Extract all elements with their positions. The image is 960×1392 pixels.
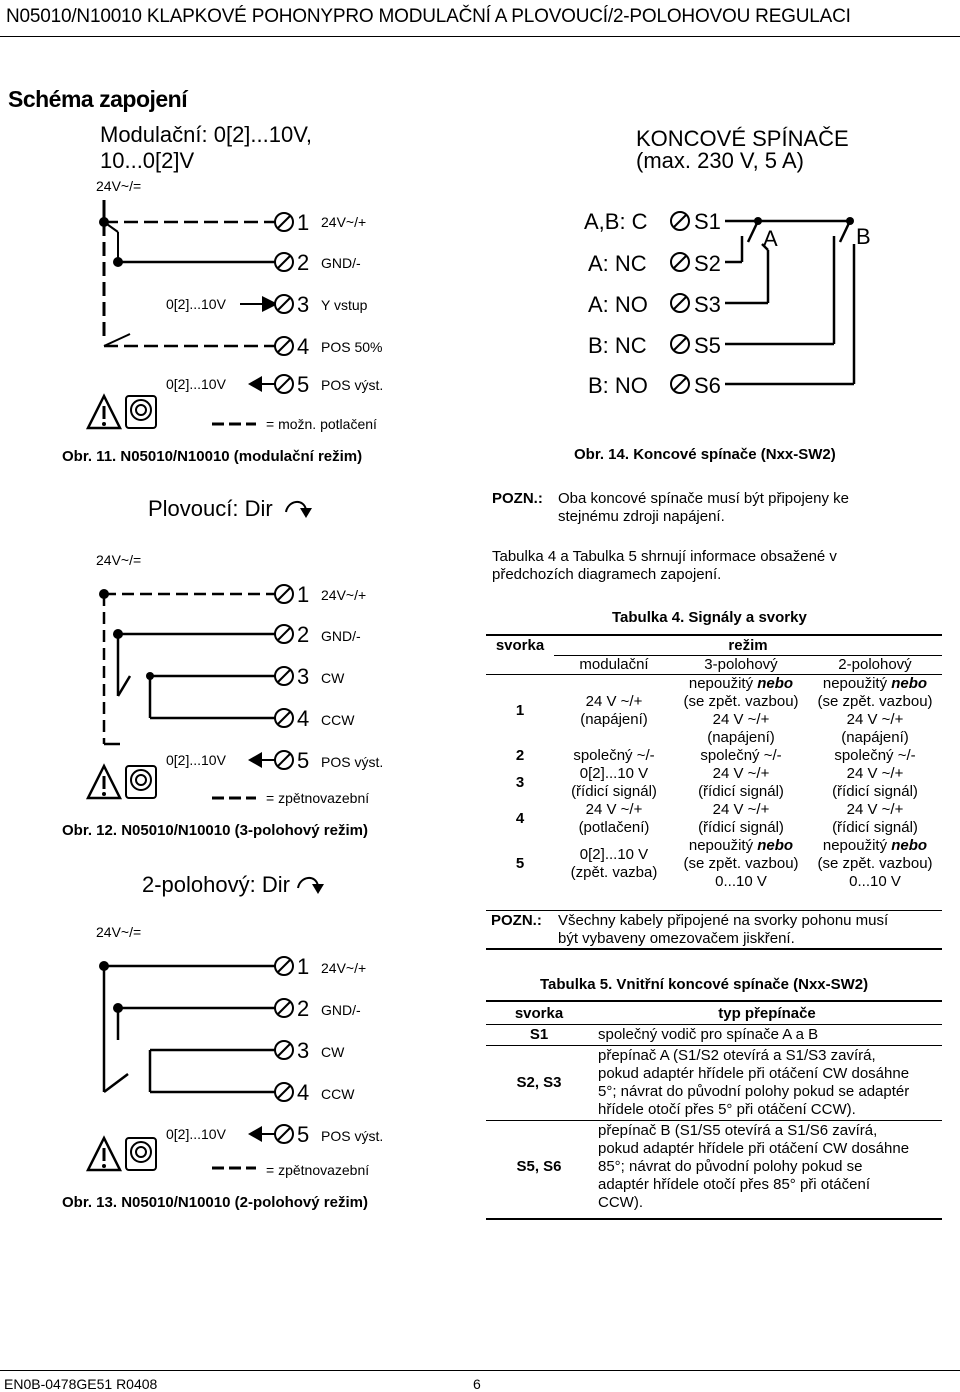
table4-top-rule xyxy=(486,634,942,636)
note1-label: POZN.: xyxy=(492,490,543,507)
fig14-term-s5: S5 xyxy=(694,333,721,358)
fig11-terminal-5-label: POS výst. xyxy=(321,377,384,393)
table4-cell-terminal: 3 xyxy=(515,774,525,791)
fig13-signal-out-label: 0[2]...10V xyxy=(166,1126,226,1142)
table4-cell-terminal: 4 xyxy=(515,810,525,827)
fig11-terminal-1-num: 1 xyxy=(297,210,310,235)
table4-note-label: POZN.: xyxy=(491,912,542,929)
fig11-terminal-3-num: 3 xyxy=(297,292,310,317)
table5-cell-description: společný vodič pro spínače A a B xyxy=(598,1026,819,1043)
fig12-terminal-3-num: 3 xyxy=(297,664,310,689)
fig14-switch-a-label: A xyxy=(763,226,778,251)
fig11-wiring-diagram xyxy=(0,0,480,450)
fig12-terminal-5-num: 5 xyxy=(297,748,310,773)
table4-cell-modulating: 0[2]...10 V (zpět. vazba) xyxy=(570,846,658,881)
fig11-terminal-5-num: 5 xyxy=(297,372,310,397)
fig12-supply-label: 24V~/= xyxy=(96,552,142,568)
footer-doc-id: EN0B-0478GE51 R0408 xyxy=(4,1376,158,1392)
table4-col-mode: režim xyxy=(554,637,942,656)
fig14-term-s1: S1 xyxy=(694,209,721,234)
fig11-terminal-3-label: Y vstup xyxy=(321,297,368,313)
fig14-caption: Obr. 14. Koncové spínače (Nxx-SW2) xyxy=(574,446,836,463)
document-header: N05010/N10010 KLAPKOVÉ POHONYPRO MODULAČNÍ A PLOVOUCÍ/2-POLOHOVOU REGULACI xyxy=(6,6,851,27)
table5-body xyxy=(486,1025,942,1214)
table5-cell-terminal: S2, S3 xyxy=(516,1074,562,1091)
table4-row xyxy=(486,837,942,891)
fig13-terminal-4-num: 4 xyxy=(297,1080,310,1105)
fig13-terminal-5-num: 5 xyxy=(297,1122,310,1147)
fig11-instruction-icon xyxy=(126,396,156,428)
table5-cell-description: přepínač A (S1/S2 otevírá a S1/S3 zavírá, pokud adaptér hřídele při otáčení CW dosáhne 5°; návrat do původní polohy pokud se adaptér hřídele otočí přes 5° při otáčení CCW). xyxy=(598,1047,910,1118)
table4-cell-terminal: 5 xyxy=(515,855,525,872)
fig14-switch-diagram xyxy=(640,190,900,410)
fig14-heading-line2: (max. 230 V, 5 A) xyxy=(636,148,804,173)
table5-col-type: typ přepínače xyxy=(718,1005,816,1022)
table4-cell-modulating: společný ~/- xyxy=(573,747,655,764)
fig14-row2-left: A: NC xyxy=(588,251,647,276)
table5-row xyxy=(486,1121,942,1214)
table4-cell-3pos: 24 V ~/+ (řídicí signál) xyxy=(698,801,784,836)
table4-bottom-rule xyxy=(486,910,942,911)
fig12-wiring-diagram xyxy=(0,480,480,820)
fig13-warning-icon xyxy=(88,1138,120,1170)
fig11-heading-line2: 10...0[2]V xyxy=(100,148,195,173)
fig12-terminal-1-label: 24V~/+ xyxy=(321,587,367,603)
note1-text-line2: stejnému zdroji napájení. xyxy=(558,508,725,525)
fig13-heading: 2-polohový: Dir xyxy=(142,872,290,897)
fig11-warning-icon xyxy=(88,396,120,428)
table4-col-terminal: svorka xyxy=(495,637,545,655)
table5-row xyxy=(486,1046,942,1121)
table4-mode-3pos: 3-polohový xyxy=(704,656,778,673)
fig11-heading-line1: Modulační: 0[2]...10V, xyxy=(100,122,312,147)
table5 xyxy=(486,1004,942,1213)
footer-rule xyxy=(0,1370,960,1371)
table5-bottom-rule xyxy=(486,1218,942,1220)
fig11-terminal-4-num: 4 xyxy=(297,334,310,359)
fig11-terminal-1-label: 24V~/+ xyxy=(321,214,367,230)
table4-cell-3pos: nepoužitý nebo (se zpět. vazbou) 0...10 V xyxy=(683,837,799,890)
table5-top-rule xyxy=(486,1000,942,1002)
fig12-terminal-1-num: 1 xyxy=(297,582,310,607)
fig11-signal-in-label: 0[2]...10V xyxy=(166,296,226,312)
section-title: Schéma zapojení xyxy=(8,86,188,112)
fig12-instruction-icon xyxy=(126,766,156,798)
fig14-row1-left: A,B: C xyxy=(584,209,648,234)
fig14-term-s6: S6 xyxy=(694,373,721,398)
table4-cell-3pos: 24 V ~/+ (řídicí signál) xyxy=(698,765,784,800)
table4-mode-modulating: modulační xyxy=(579,656,649,673)
fig13-legend: = zpětnovazební xyxy=(266,1162,370,1178)
intro-line2: předchozích diagramech zapojení. xyxy=(492,566,722,583)
table4-row xyxy=(486,765,942,801)
table4-cell-2pos: 24 V ~/+ (řídicí signál) xyxy=(832,801,918,836)
fig13-terminal-5-label: POS výst. xyxy=(321,1128,384,1144)
table4-cell-2pos: společný ~/- xyxy=(834,747,916,764)
fig13-terminal-2-label: GND/- xyxy=(321,1002,361,1018)
fig12-legend: = zpětnovazební xyxy=(266,790,370,806)
table4-row xyxy=(486,801,942,837)
table5-cell-description: přepínač B (S1/S5 otevírá a S1/S6 zavírá, pokud adaptér hřídele při otáčení CW dosáhne 85°; návrat do původní polohy pokud se adaptér hřídele otočí přes 85° při otáčení CCW). xyxy=(598,1122,910,1211)
table4-cell-modulating: 0[2]...10 V (řídicí signál) xyxy=(571,765,657,800)
fig11-terminal-2-label: GND/- xyxy=(321,255,361,271)
fig14-term-s2: S2 xyxy=(694,251,721,276)
fig13-terminal-3-label: CW xyxy=(321,1044,345,1060)
table4-cell-modulating: 24 V ~/+ (napájení) xyxy=(580,693,648,728)
table5-cell-terminal: S1 xyxy=(529,1026,549,1043)
table4-cell-terminal: 2 xyxy=(515,747,525,764)
fig14-row5-left: B: NO xyxy=(588,373,648,398)
table4-cell-2pos: 24 V ~/+ (řídicí signál) xyxy=(832,765,918,800)
fig12-signal-out-label: 0[2]...10V xyxy=(166,752,226,768)
fig14-term-s3: S3 xyxy=(694,292,721,317)
fig13-wiring-diagram xyxy=(0,860,480,1200)
fig12-terminal-2-num: 2 xyxy=(297,622,310,647)
footer-page-number: 6 xyxy=(473,1376,481,1392)
table4-row xyxy=(486,747,942,765)
table5-cell-terminal: S5, S6 xyxy=(516,1158,562,1175)
fig11-terminal-4-label: POS 50% xyxy=(321,339,383,355)
fig12-terminal-2-label: GND/- xyxy=(321,628,361,644)
fig11-caption: Obr. 11. N05010/N10010 (modulační režim) xyxy=(62,448,363,465)
note1-text-line1: Oba koncové spínače musí být připojeny ke xyxy=(558,490,849,507)
fig14-switch-b-label: B xyxy=(856,224,871,249)
fig11-legend: = možn. potlačení xyxy=(266,416,377,432)
table5-col-terminal: svorka xyxy=(514,1005,564,1022)
table4-mode-2pos: 2-polohový xyxy=(838,656,912,673)
table4-cell-3pos: společný ~/- xyxy=(700,747,782,764)
fig13-terminal-1-label: 24V~/+ xyxy=(321,960,367,976)
fig14-row3-left: A: NO xyxy=(588,292,648,317)
fig13-terminal-2-num: 2 xyxy=(297,996,310,1021)
table4-note-line1: Všechny kabely připojené na svorky pohonu musí xyxy=(558,912,889,929)
table4-end-rule xyxy=(486,948,942,950)
fig12-caption: Obr. 12. N05010/N10010 (3-polohový režim) xyxy=(62,822,368,839)
fig13-caption: Obr. 13. N05010/N10010 (2-polohový režim) xyxy=(62,1194,368,1211)
fig11-supply-label: 24V~/= xyxy=(96,178,142,194)
table4-cell-2pos: nepoužitý nebo (se zpět. vazbou) 24 V ~/+ (napájení) xyxy=(817,675,933,746)
table5-caption: Tabulka 5. Vnitřní koncové spínače (Nxx-SW2) xyxy=(540,976,869,993)
table4-cell-modulating: 24 V ~/+ (potlačení) xyxy=(578,801,650,836)
table4-caption: Tabulka 4. Signály a svorky xyxy=(612,609,807,626)
table4 xyxy=(486,637,942,891)
intro-line1: Tabulka 4 a Tabulka 5 shrnují informace obsažené v xyxy=(492,548,837,565)
table4-cell-3pos: nepoužitý nebo (se zpět. vazbou) 24 V ~/+ (napájení) xyxy=(683,675,799,746)
fig13-terminal-1-num: 1 xyxy=(297,954,310,979)
fig11-signal-out-label: 0[2]...10V xyxy=(166,376,226,392)
fig12-terminal-4-label: CCW xyxy=(321,712,355,728)
fig11-terminal-2-num: 2 xyxy=(297,250,310,275)
fig12-heading: Plovoucí: Dir xyxy=(148,496,273,521)
table4-note-line2: být vybaveny omezovačem jiskření. xyxy=(558,930,795,947)
fig12-terminal-3-label: CW xyxy=(321,670,345,686)
table4-cell-terminal: 1 xyxy=(515,702,525,719)
fig12-warning-icon xyxy=(88,766,120,798)
fig14-row4-left: B: NC xyxy=(588,333,647,358)
fig12-terminal-4-num: 4 xyxy=(297,706,310,731)
table5-row xyxy=(486,1025,942,1046)
table4-cell-2pos: nepoužitý nebo (se zpět. vazbou) 0...10 V xyxy=(817,837,933,890)
fig13-terminal-3-num: 3 xyxy=(297,1038,310,1063)
fig12-terminal-5-label: POS výst. xyxy=(321,754,384,770)
fig14-heading-line1: KONCOVÉ SPÍNAČE xyxy=(636,126,849,151)
fig13-supply-label: 24V~/= xyxy=(96,924,142,940)
table4-row xyxy=(486,675,942,748)
table4-body xyxy=(486,675,942,892)
fig13-instruction-icon xyxy=(126,1138,156,1170)
fig13-terminal-4-label: CCW xyxy=(321,1086,355,1102)
